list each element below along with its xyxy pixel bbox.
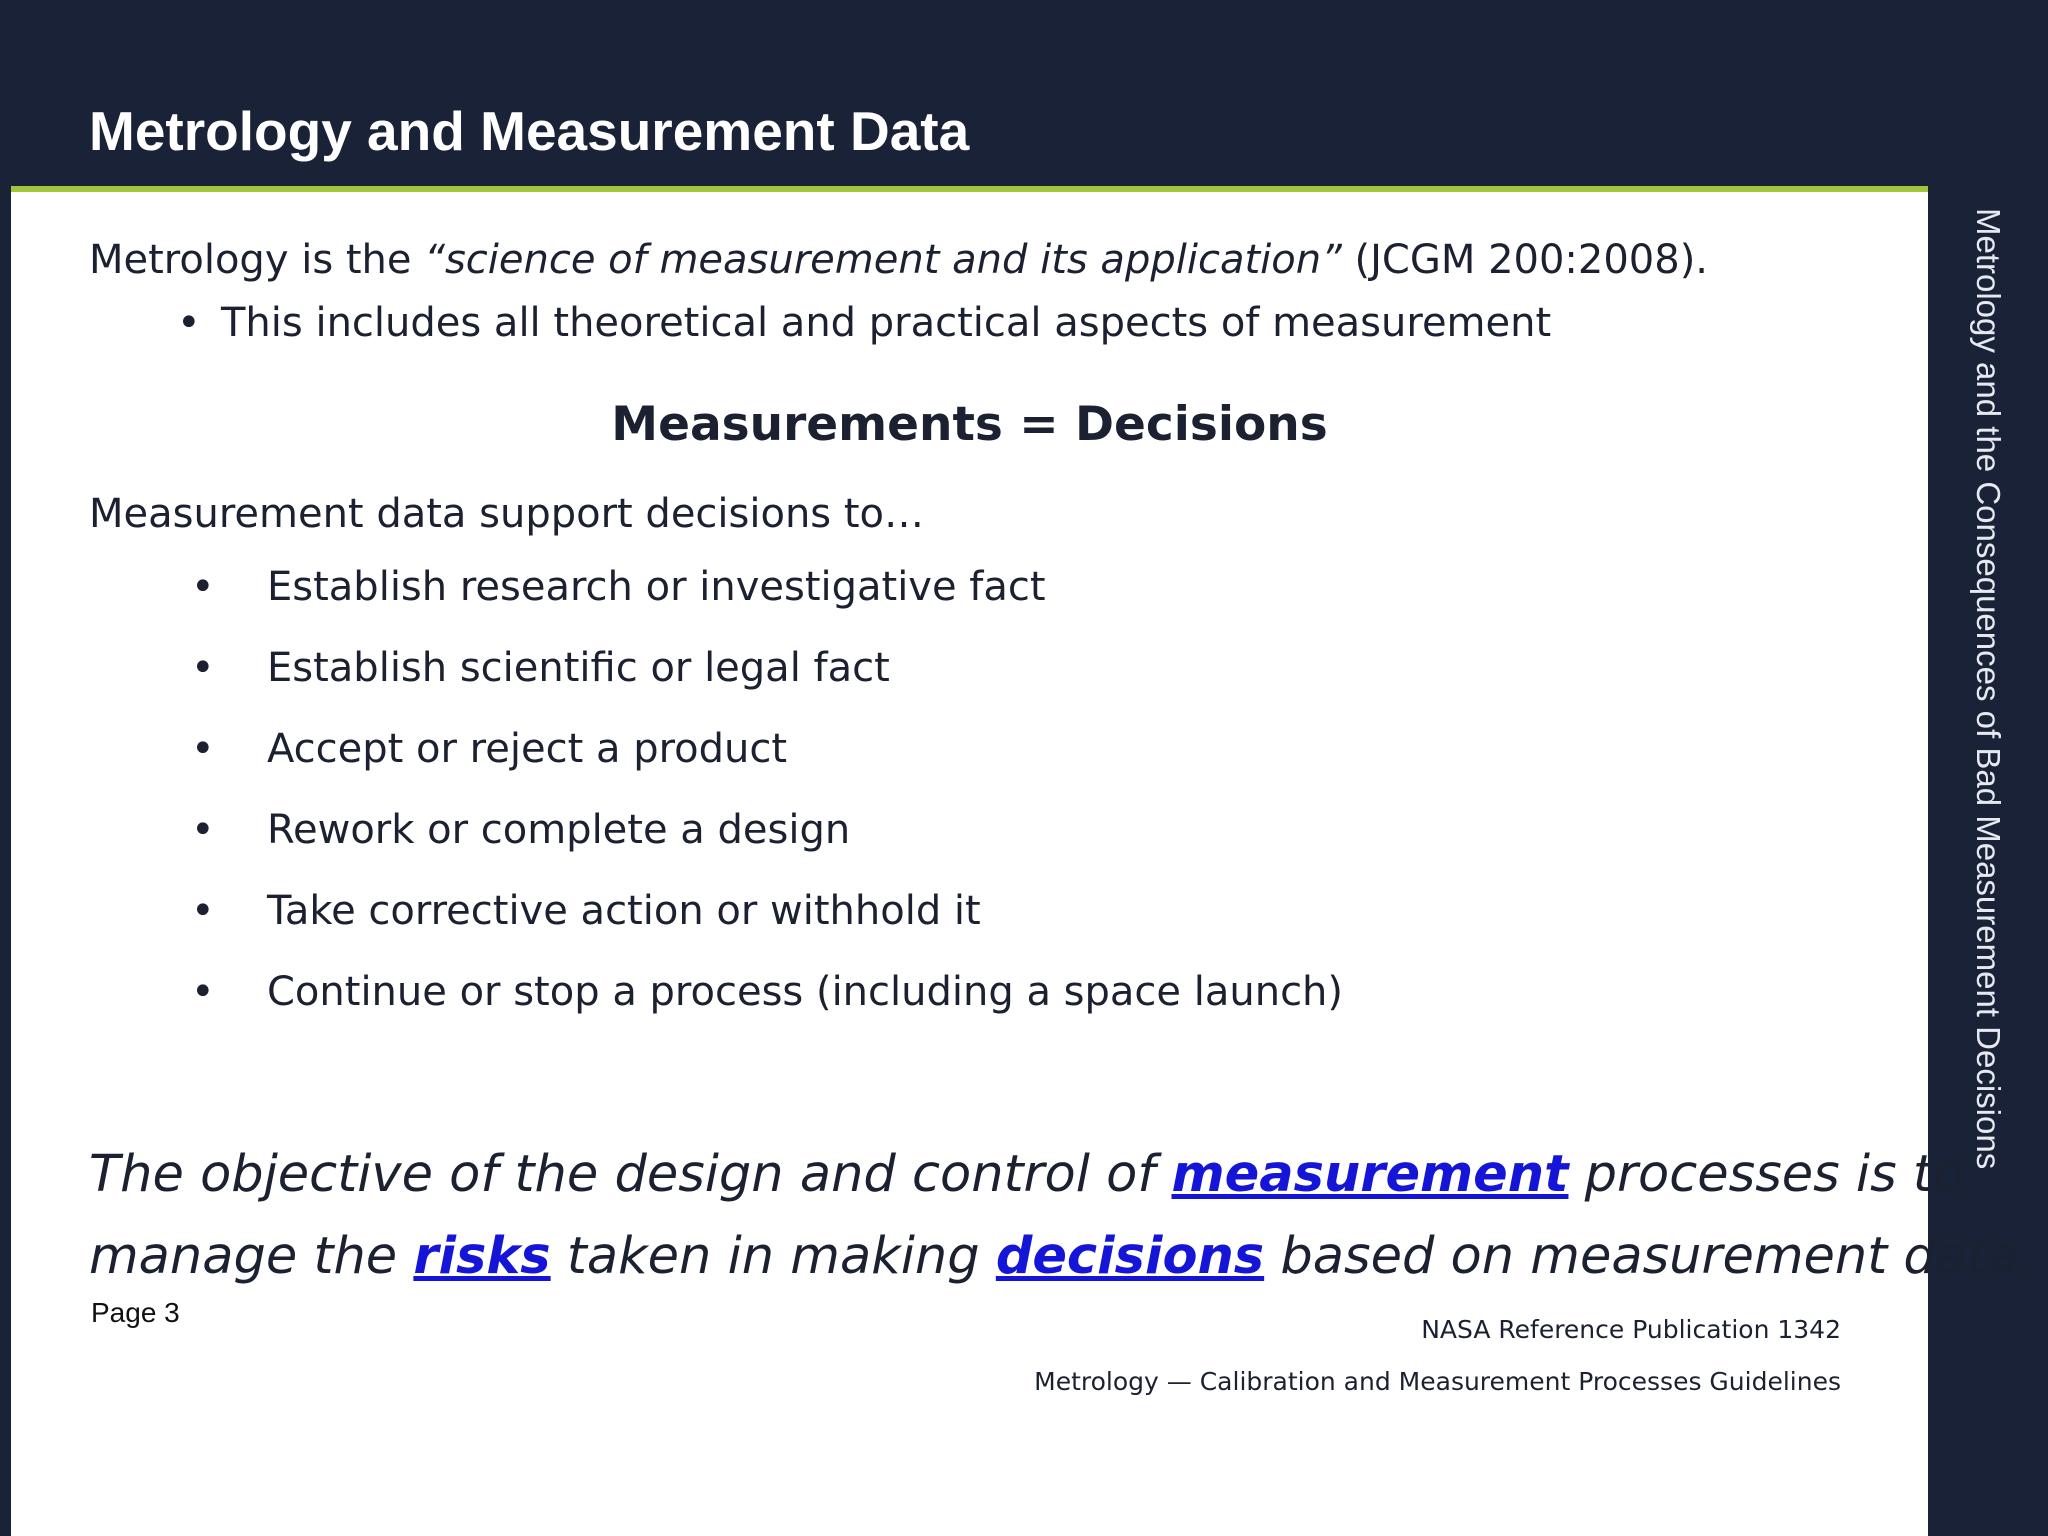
keyword-measurement: measurement [1171,1145,1569,1204]
decisions-list [191,562,1343,1048]
bullet-icon: • [191,726,215,772]
measurements-decisions-heading: Measurements = Decisions [611,397,1328,452]
objective-text: based on measurement data. [1264,1227,2035,1286]
bullet-icon: • [191,645,215,691]
decision-text: Continue or stop a process (including a space launch) [267,969,1344,1015]
keyword-decisions: decisions [995,1227,1265,1286]
list-item [191,643,1343,724]
objective-text: manage the [89,1227,414,1286]
decision-text: Accept or reject a product [267,726,788,772]
definition-quote: “science of measurement and its application” [424,237,1342,283]
definition-bullet-text: This includes all theoretical and practical aspects of measurement [221,300,1552,346]
decision-text: Take corrective action or withhold it [267,888,981,934]
bullet-icon: • [191,888,215,934]
decision-text: Establish scientific or legal fact [267,645,890,691]
vertical-section-title: Metrology and the Consequences of Bad Measurement Decisions [1970,208,2007,1170]
list-item [191,724,1343,805]
list-item [191,805,1343,886]
list-item [191,886,1343,967]
decisions-lead: Measurement data support decisions to… [89,491,925,537]
metrology-definition [89,235,1708,285]
bullet-icon: • [177,300,201,346]
slide-title: Metrology and Measurement Data [89,100,970,162]
definition-source: (JCGM 200:2008). [1341,237,1709,283]
decision-text: Establish research or investigative fact [267,564,1046,610]
objective-text: taken in making [550,1227,996,1286]
keyword-risks: risks [413,1227,551,1286]
definition-prefix: Metrology is the [89,237,425,283]
list-item [191,562,1343,643]
bullet-icon: • [191,564,215,610]
source-citation-subtitle: Metrology — Calibration and Measurement Processes Guidelines [1034,1367,1841,1396]
bullet-icon: • [191,969,215,1015]
bullet-icon: • [191,807,215,853]
objective-statement [89,1134,2035,1298]
page-number: Page 3 [91,1297,180,1328]
definition-bullet [177,298,1551,348]
source-citation-title: NASA Reference Publication 1342 [1421,1315,1841,1344]
list-item [191,967,1343,1048]
objective-text: processes is to [1568,1145,1965,1204]
decision-text: Rework or complete a design [267,807,851,853]
objective-text: The objective of the design and control of [89,1145,1172,1204]
